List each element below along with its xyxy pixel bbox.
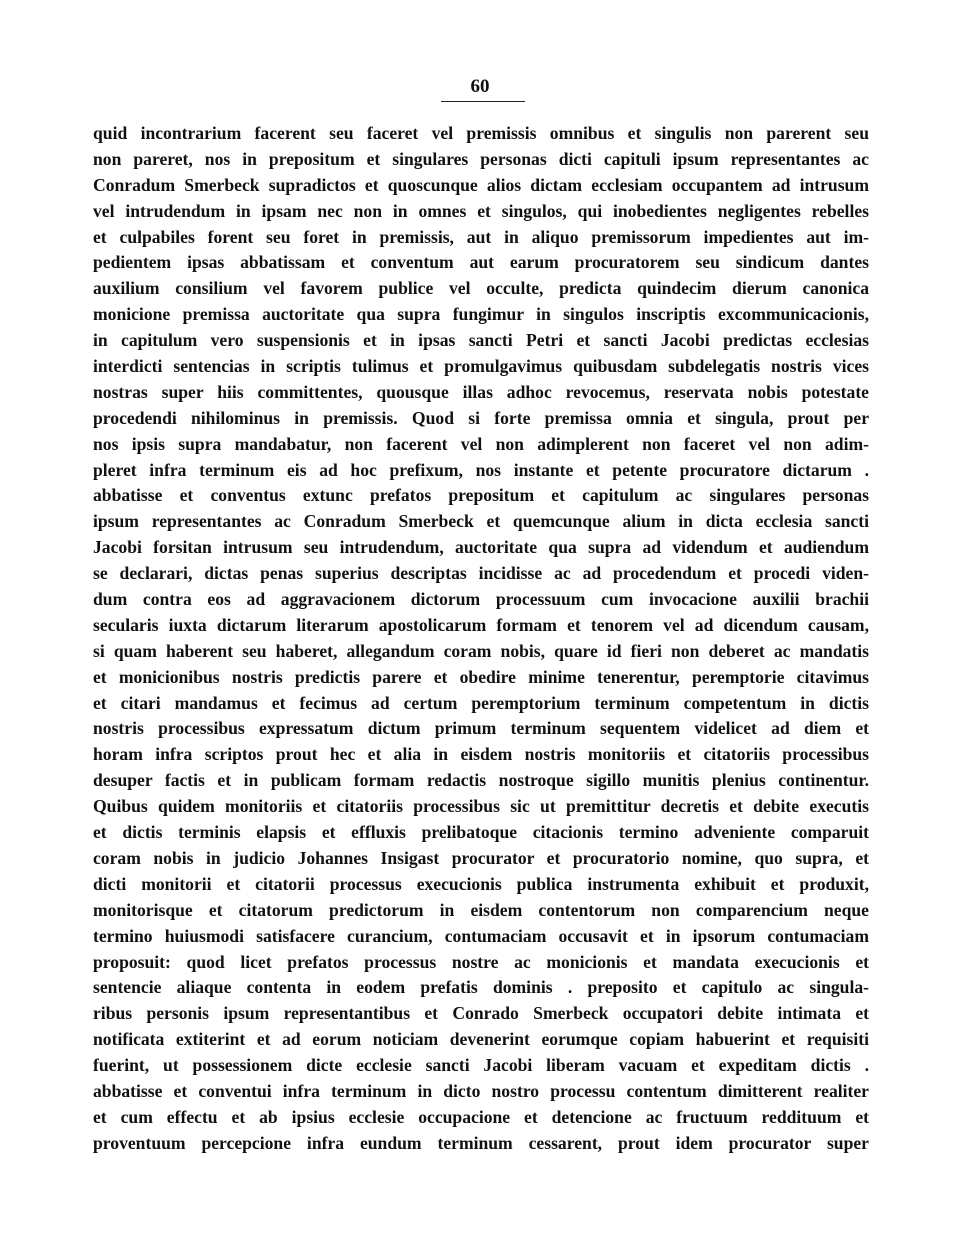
text-line: ribus personis ipsum representantibus et Conrado Smerbeck occupatori debite intimata et	[93, 1003, 869, 1024]
text-line: non pareret, nos in prepositum et singulares personas dicti capituli ipsum representantes ac	[93, 148, 869, 169]
text-line: nostris processibus expressatum dictum primum terminum sequentem videlicet ad diem et	[93, 718, 869, 739]
text-line: horam infra scriptos prout hec et alia in eisdem nostris monitoriis et citatoriis processibus	[93, 744, 869, 765]
text-line: abbatisse et conventui infra terminum in dicto nostro processu contentum dimitterent realiter	[93, 1080, 869, 1101]
text-line: interdicti sentencias in scriptis tulimus et promulgavimus quibusdam subdelegatis nostris vices	[93, 356, 869, 377]
text-line: abbatisse et conventus extunc prefatos prepositum et capitulum ac singulares personas	[93, 485, 869, 506]
text-line: se declarari, dictas penas superius descriptas incidisse ac ad procedendum et procedi viden-	[93, 563, 869, 584]
text-line: proventuum percepcione infra eundum terminum cessarent, prout idem procurator super	[93, 1132, 869, 1153]
text-line: si quam haberent seu haberet, allegandum coram nobis, quare id fieri non deberet ac mandatis	[93, 640, 869, 661]
text-line: coram nobis in judicio Johannes Insigast procurator et procuratorio nomine, quo supra, et	[93, 847, 869, 868]
text-line: Quibus quidem monitoriis et citatoriis processibus sic ut premittitur decretis et debite executis	[93, 796, 869, 817]
text-line: nos ipsis supra mandabatur, non facerent vel non adimplerent non faceret vel non adim-	[93, 433, 869, 454]
text-line: quid incontrarium facerent seu faceret vel premissis omnibus et singulis non parerent seu	[93, 123, 869, 143]
text-line: proposuit: quod licet prefatos processus nostre ac monicionis et mandata execucionis et	[93, 951, 869, 972]
text-line: secularis iuxta dictarum literarum apostolicarum formam et tenorem vel ad dicendum causam,	[93, 614, 869, 635]
text-line: in capitulum vero suspensionis et in ipsas sancti Petri et sancti Jacobi predictas ecclesias	[93, 330, 869, 351]
text-line: et dictis terminis elapsis et effluxis prelibatoque citacionis termino adveniente comparuit	[93, 822, 869, 843]
text-line: auxilium consilium vel favorem publice vel occulte, predicta quindecim dierum canonica	[93, 278, 869, 299]
text-line: ipsum representantes ac Conradum Smerbeck et quemcunque alium in dicta ecclesia sancti	[93, 511, 869, 532]
text-line: pedientem ipsas abbatissam et conventum aut earum procuratorem seu sindicum dantes	[93, 252, 869, 273]
text-line: fuerint, ut possessionem dicte ecclesie sancti Jacobi liberam vacuam et expeditam dictis .	[93, 1055, 869, 1076]
text-line: pleret infra terminum eis ad hoc prefixum, nos instante et petente procuratore dictarum .	[93, 459, 869, 480]
text-line: vel intrudendum in ipsam nec non in omnes et singulos, qui inobedientes negligentes rebelles	[93, 200, 869, 221]
page-number: 60	[470, 76, 490, 97]
text-line: sentencie aliaque contenta in eodem prefatis dominis . preposito et capitulo ac singula-	[93, 977, 869, 998]
text-line: desuper factis et in publicam formam redactis nostroque sigillo munitis plenius continentur.	[93, 770, 869, 791]
text-line: dicti monitorii et citatorii processus execucionis publica instrumenta exhibuit et produxit,	[93, 873, 869, 894]
text-line: Conradum Smerbeck supradictos et quoscunque alios dictam ecclesiam occupantem ad intrusum	[93, 174, 869, 195]
text-line: et cum effectu et ab ipsius ecclesie occupacione et detencione ac fructuum reddituum et	[93, 1106, 869, 1127]
text-line: et culpabiles forent seu foret in premissis, aut in aliquo premissorum impedientes aut im-	[93, 226, 869, 247]
text-line: et monicionibus nostris predictis parere et obedire minime tenerentur, peremptorie citavimus	[93, 666, 869, 687]
text-line: monitorisque et citatorum predictorum in eisdem contentorum non comparencium neque	[93, 899, 869, 920]
text-line: nostras super hiis committentes, quousque illas adhoc revocemus, reservata nobis potestate	[93, 381, 869, 402]
text-line: procedendi nihilominus in premissis. Quod si forte premissa omnia et singula, prout per	[93, 407, 869, 428]
page-number-rule	[441, 101, 525, 102]
text-line: monicione premissa auctoritate qua supra fungimur in singulos inscriptis excommunicacionis,	[93, 304, 869, 325]
text-line: termino huiusmodi satisfacere curancium, contumaciam occusavit et in ipsorum contumaciam	[93, 925, 869, 946]
text-line: notificata extiterint et ad eorum noticiam devenerint eorumque copiam habuerint et requisiti	[93, 1029, 869, 1050]
text-line: dum contra eos ad aggravacionem dictorum processuum cum invocacione auxilii brachii	[93, 589, 869, 610]
body-text	[93, 121, 869, 1157]
text-line: Jacobi forsitan intrusum seu intrudendum, auctoritate qua supra ad videndum et audiendum	[93, 537, 869, 558]
text-line: et citari mandamus et fecimus ad certum peremptorium terminum competentum in dictis	[93, 692, 869, 713]
